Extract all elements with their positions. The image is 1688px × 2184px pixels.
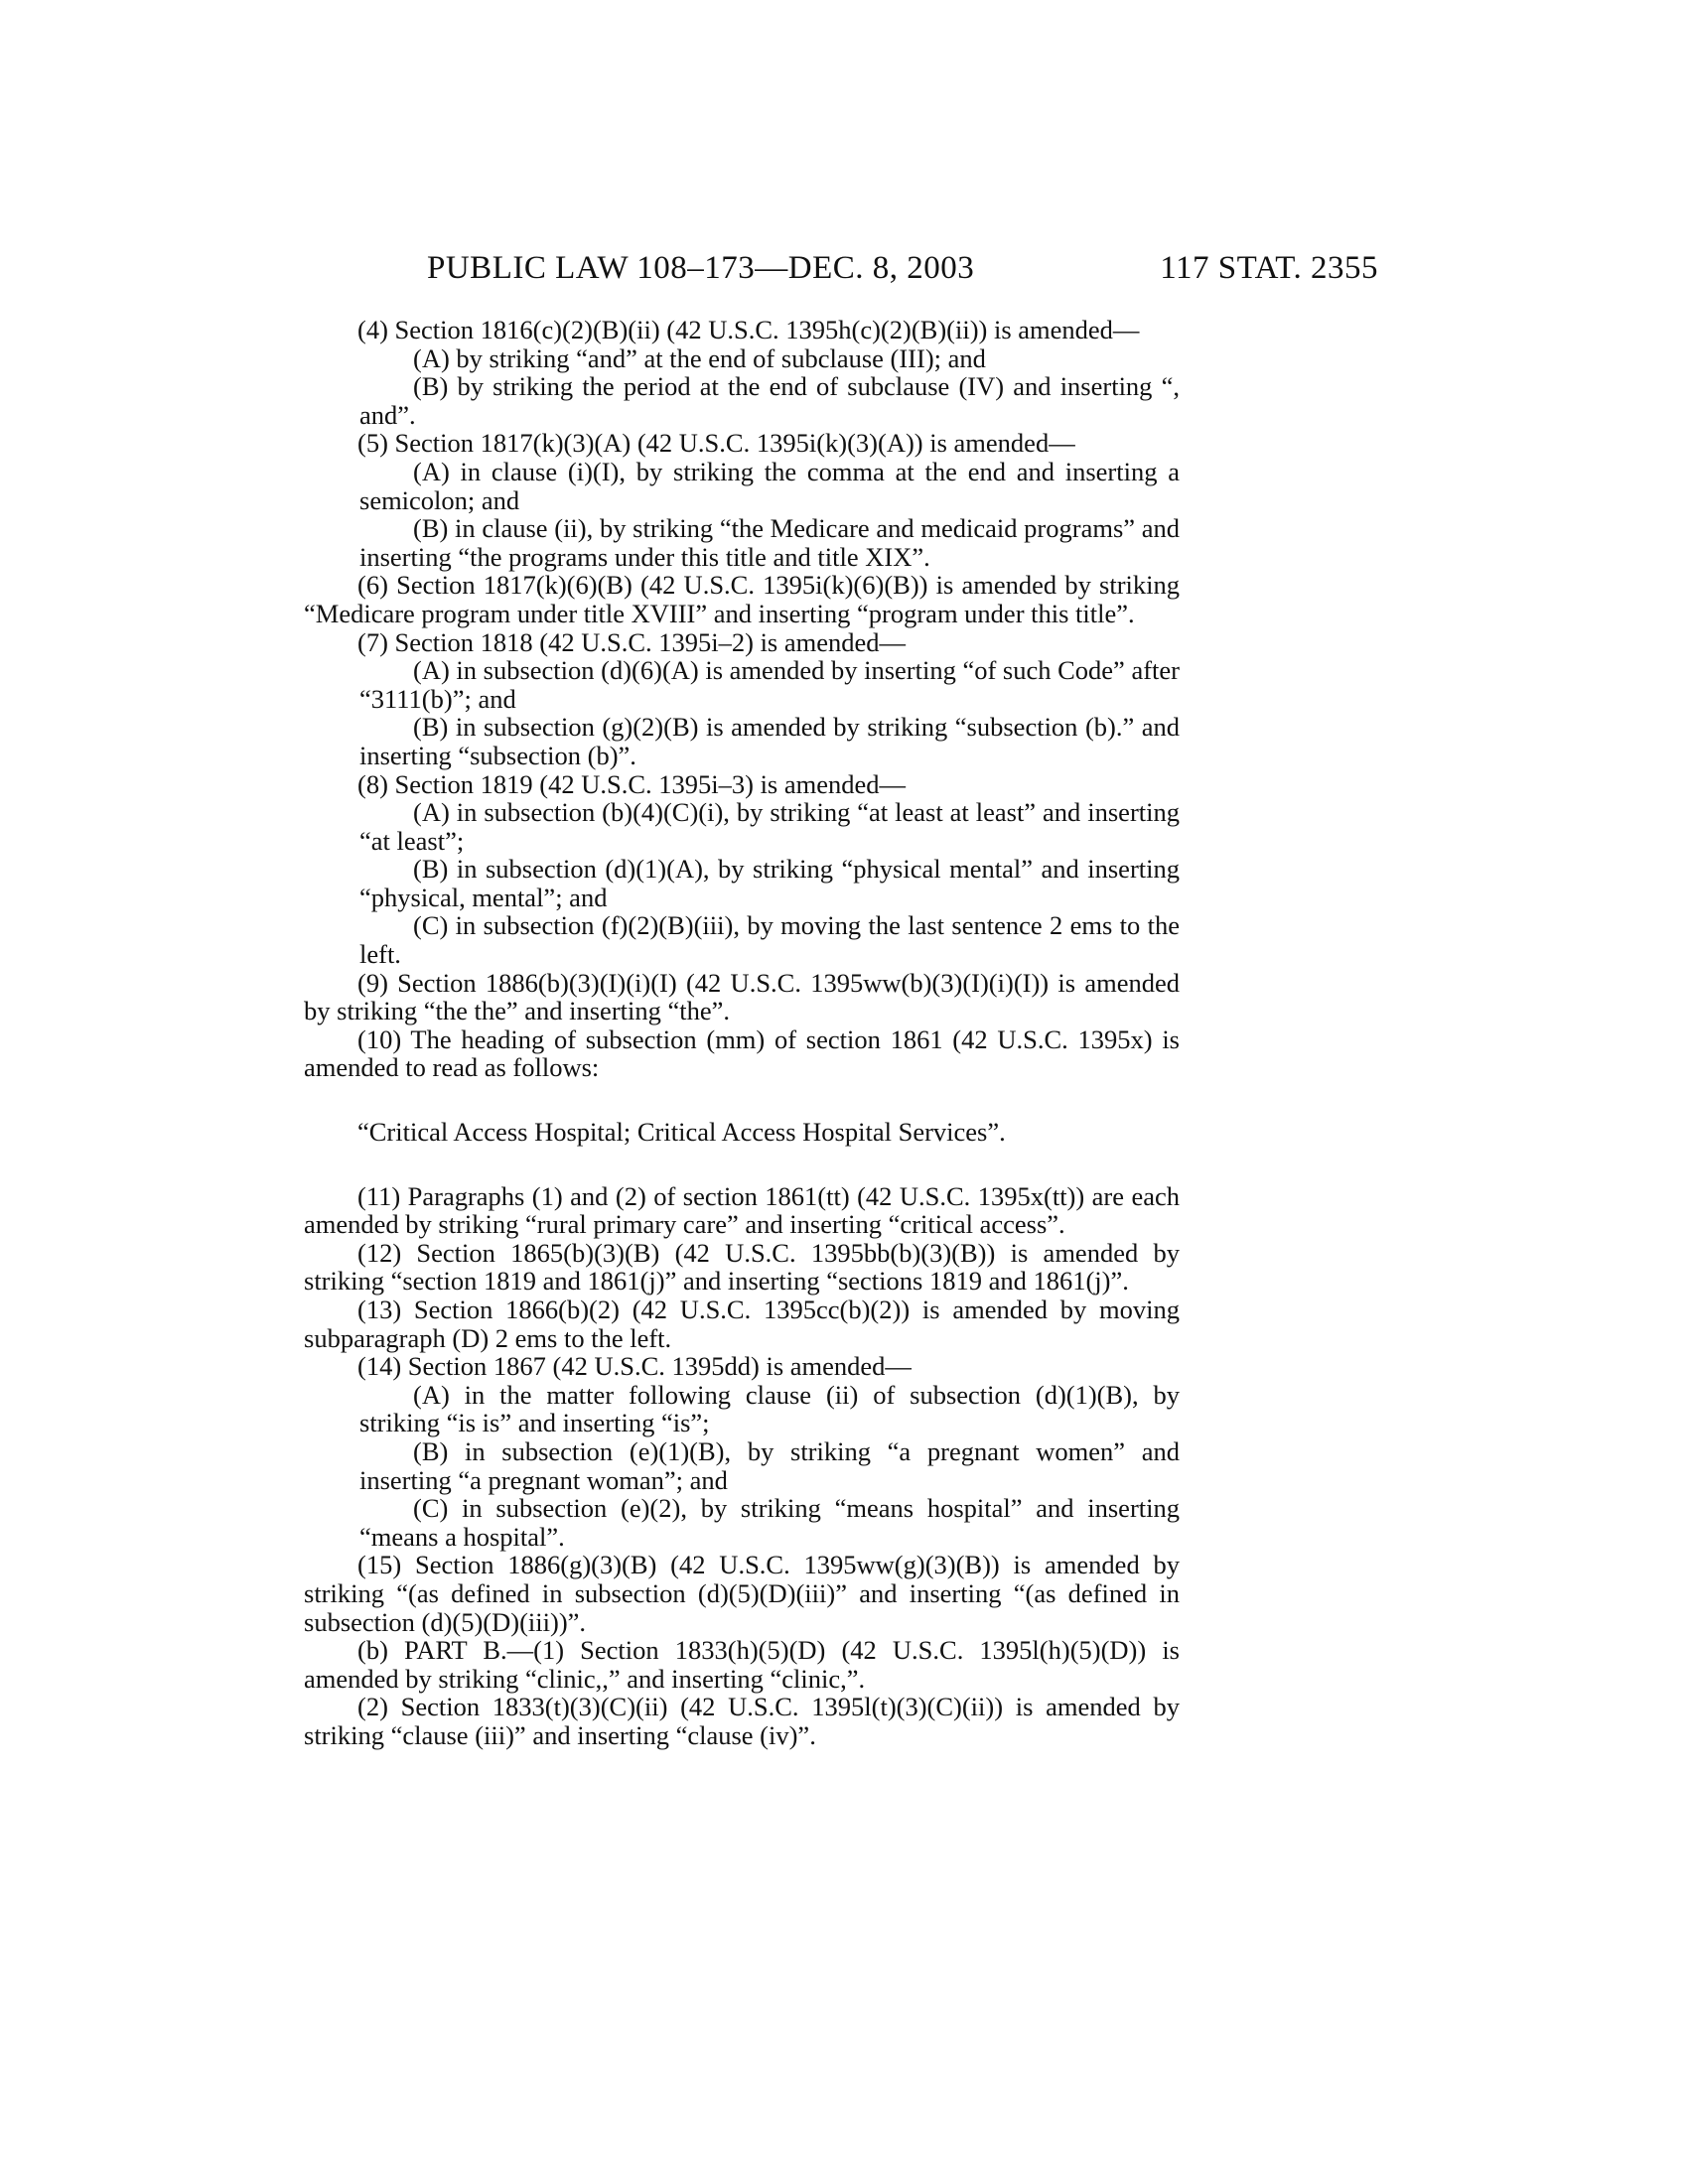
subparagraph: (A) in subsection (b)(4)(C)(i), by striking “at least at least” and inserting “at least”;	[359, 797, 1180, 856]
paragraph: (6) Section 1817(k)(6)(B) (42 U.S.C. 1395i(k)(6)(B)) is amended by striking “Medicare program under title XVIII” and inserting “program under this title”.	[304, 570, 1180, 628]
paragraph: (7) Section 1818 (42 U.S.C. 1395i–2) is amended—	[357, 626, 907, 657]
running-header-stat-page: 117 STAT. 2355	[1160, 250, 1378, 286]
running-header-law: PUBLIC LAW 108–173—DEC. 8, 2003	[427, 250, 975, 286]
paragraph: (8) Section 1819 (42 U.S.C. 1395i–3) is amended—	[357, 768, 907, 799]
paragraph: (5) Section 1817(k)(3)(A) (42 U.S.C. 1395i(k)(3)(A)) is amended—	[357, 428, 1075, 459]
subparagraph: (B) in subsection (d)(1)(A), by striking “physical mental” and inserting “physical, mental”; and	[359, 854, 1180, 912]
paragraph-part-b: (b) PART B.—(1) Section 1833(h)(5)(D) (42 U.S.C. 1395l(h)(5)(D)) is amended by striking “clinic,,” and inserting “clinic,”.	[304, 1635, 1180, 1694]
paragraph: (9) Section 1886(b)(3)(I)(i)(I) (42 U.S.C. 1395ww(b)(3)(I)(i)(I)) is amended by striking “the the” and inserting “the”.	[304, 967, 1180, 1026]
paragraph: (10) The heading of subsection (mm) of section 1861 (42 U.S.C. 1395x) is amended to read as follows:	[304, 1024, 1180, 1083]
quoted-heading: “Critical Access Hospital; Critical Access Hospital Services”.	[357, 1117, 1006, 1148]
subparagraph: (B) by striking the period at the end of subclause (IV) and inserting “, and”.	[359, 371, 1180, 430]
paragraph: (2) Section 1833(t)(3)(C)(ii) (42 U.S.C. 1395l(t)(3)(C)(ii)) is amended by striking “clause (iii)” and inserting “clause (iv)”.	[304, 1692, 1180, 1750]
document-body	[304, 316, 1180, 1750]
paragraph: (4) Section 1816(c)(2)(B)(ii) (42 U.S.C. 1395h(c)(2)(B)(ii)) is amended—	[357, 315, 1140, 344]
subparagraph: (A) by striking “and” at the end of subclause (III); and	[413, 342, 986, 373]
subparagraph: (A) in clause (i)(I), by striking the comma at the end and inserting a semicolon; and	[359, 456, 1180, 515]
subparagraph: (B) in subsection (e)(1)(B), by striking “a pregnant women” and inserting “a pregnant woman”; and	[359, 1435, 1180, 1495]
subparagraph: (A) in subsection (d)(6)(A) is amended by inserting “of such Code” after “3111(b)”; and	[359, 655, 1180, 714]
paragraph: (15) Section 1886(g)(3)(B) (42 U.S.C. 1395ww(g)(3)(B)) is amended by striking “(as defined in subsection (d)(5)(D)(iii)” and inserting “(as defined in subsection (d)(5)(D)(iii))”.	[304, 1550, 1180, 1637]
subparagraph: (A) in the matter following clause (ii) of subsection (d)(1)(B), by striking “is is” and inserting “is”;	[359, 1379, 1180, 1438]
paragraph: (12) Section 1865(b)(3)(B) (42 U.S.C. 1395bb(b)(3)(B)) is amended by striking “section 1819 and 1861(j)” and inserting “sections 1819 and 1861(j)”.	[304, 1237, 1180, 1297]
subparagraph: (B) in clause (ii), by striking “the Medicare and medicaid programs” and inserting “the programs under this title and title XIX”.	[359, 513, 1180, 572]
subparagraph: (C) in subsection (e)(2), by striking “means hospital” and inserting “means a hospital”.	[359, 1493, 1180, 1552]
subparagraph: (B) in subsection (g)(2)(B) is amended by striking “subsection (b).” and inserting “subsection (b)”.	[359, 712, 1180, 770]
paragraph: (13) Section 1866(b)(2) (42 U.S.C. 1395cc(b)(2)) is amended by moving subparagraph (D) 2 ems to the left.	[304, 1295, 1180, 1353]
paragraph: (14) Section 1867 (42 U.S.C. 1395dd) is amended—	[357, 1351, 912, 1382]
subparagraph: (C) in subsection (f)(2)(B)(iii), by moving the last sentence 2 ems to the left.	[359, 910, 1180, 970]
paragraph: (11) Paragraphs (1) and (2) of section 1861(tt) (42 U.S.C. 1395x(tt)) are each amended by striking “rural primary care” and inserting “critical access”.	[304, 1180, 1180, 1240]
